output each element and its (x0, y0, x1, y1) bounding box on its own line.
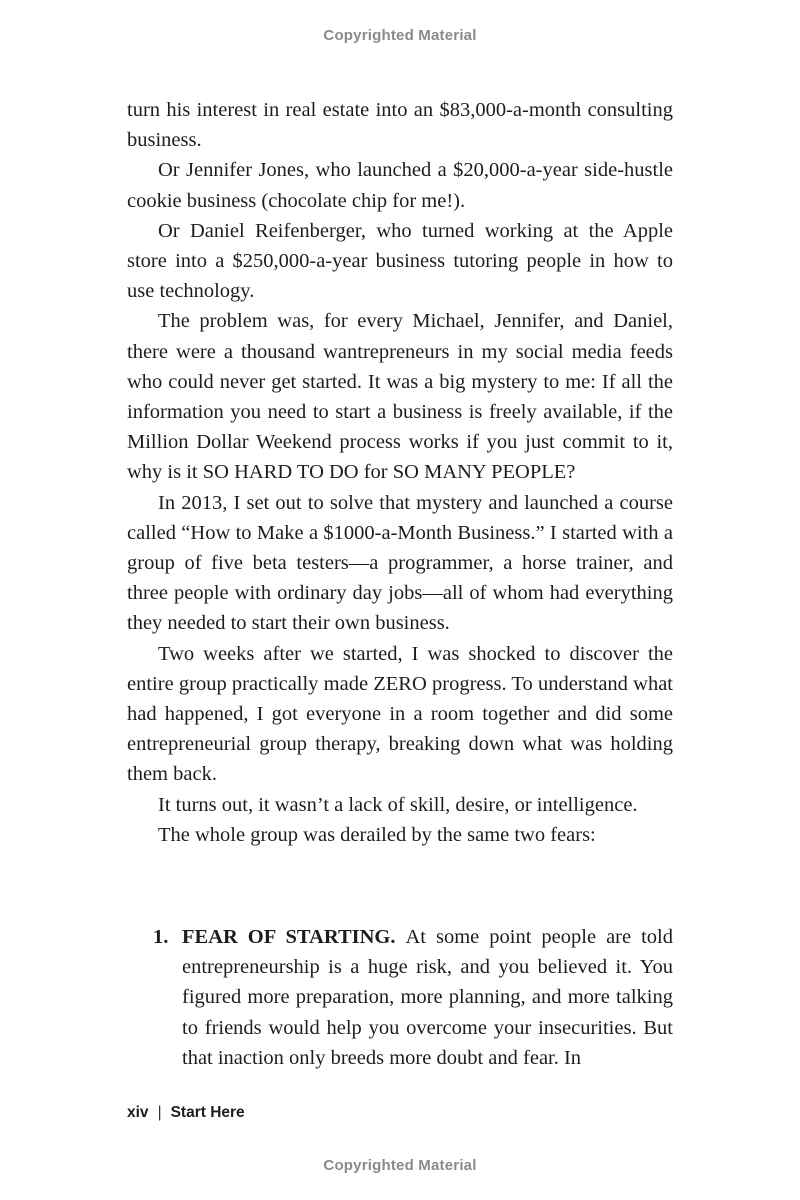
copyright-watermark-bottom: Copyrighted Material (323, 1157, 477, 1174)
footer-separator: | (157, 1104, 162, 1121)
paragraph: turn his interest in real estate into an $83,000-a-month consulting business. (127, 99, 673, 152)
paragraph: The problem was, for every Michael, Jennifer, and Daniel, there were a thousand wantrepreneurs in my social media feeds who could never get started. It was a big mystery to me: If all the information you need to start a business is freely available, if the Million Dollar Weekend process works if you just commit to it, why is it SO HARD TO DO for SO MANY PEOPLE? (127, 310, 673, 484)
page-number: xiv (127, 1104, 149, 1121)
list-item-text: At some point people are told entrepreneurship is a huge risk, and you believed it. You figured more preparation, more planning, and more talking to friends would help you overcome your insecurities. But that inaction only breeds more doubt and fear. In (182, 926, 673, 1069)
running-footer (127, 1104, 245, 1122)
paragraph: The whole group was derailed by the same two fears: (158, 823, 596, 846)
copyright-watermark-top: Copyrighted Material (323, 27, 477, 44)
section-title: Start Here (170, 1104, 245, 1121)
numbered-list (127, 922, 673, 1073)
list-item (127, 922, 673, 1073)
list-item-heading: FEAR OF STARTING. (182, 926, 406, 948)
paragraph: It turns out, it wasn’t a lack of skill, desire, or intelligence. (158, 793, 638, 816)
paragraph: In 2013, I set out to solve that mystery and launched a course called “How to Make a $1000-a-Month Business.” I started with a group of five beta testers—a programmer, a horse trainer, and three people with ordinary day jobs—all of whom had everything they needed to start their own business. (127, 491, 673, 635)
paragraph: Or Daniel Reifenberger, who turned working at the Apple store into a $250,000-a-year business tutoring people in how to use technology. (127, 219, 673, 303)
page-body (127, 95, 673, 850)
paragraph: Or Jennifer Jones, who launched a $20,000-a-year side-hustle cookie business (chocolate chip for me!). (127, 159, 673, 212)
paragraph: Two weeks after we started, I was shocked to discover the entire group practically made ZERO progress. To understand what had happened, I got everyone in a room together and did some entrepreneurial group therapy, breaking down what was holding them back. (127, 642, 673, 786)
list-item-number: 1. (153, 926, 169, 948)
